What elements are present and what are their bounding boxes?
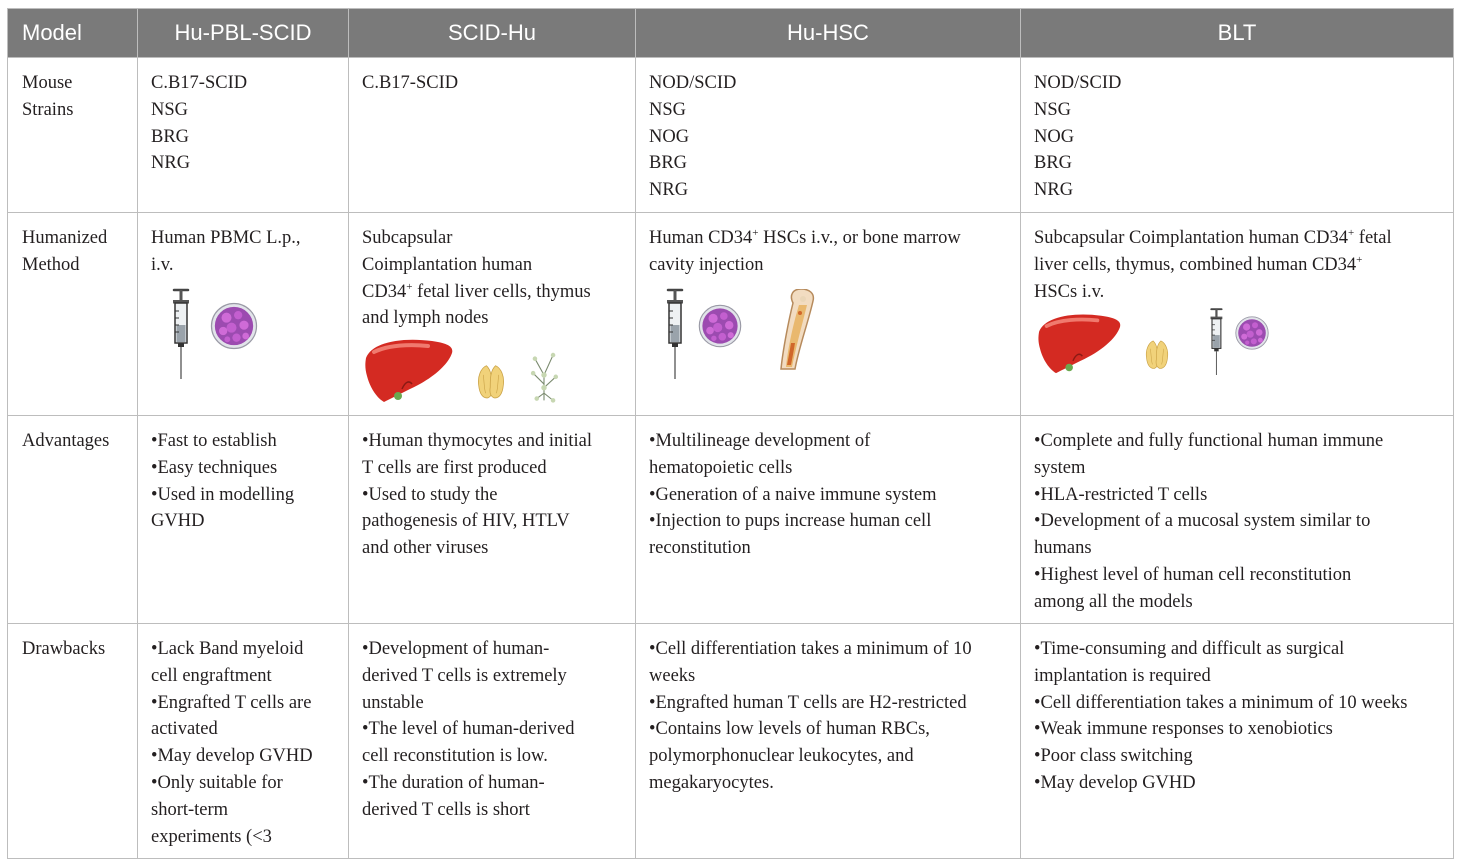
row-drawbacks bbox=[8, 624, 1454, 859]
advantages-scid-hu: •Human thymocytes and initial T cells are first produced •Used to study the pathogenesis of HIV, HTLV and other viruses bbox=[349, 416, 636, 624]
liver-icon bbox=[1034, 311, 1126, 375]
strains-hu-hsc: NOD/SCID NSG NOG BRG NRG bbox=[636, 58, 1021, 213]
comparison-table bbox=[7, 8, 1454, 859]
drawbacks-scid-hu: •Development of human- derived T cells is extremely unstable •The level of human-derived cell reconstitution is low. •The duration of human- derived T cells is short bbox=[349, 624, 636, 859]
row-label-mouse-strains: Mouse Strains bbox=[8, 58, 138, 213]
advantages-hu-hsc: •Multilineage development of hematopoietic cells •Generation of a naive immune system •Injection to pups increase human cell reconstitution bbox=[636, 416, 1021, 624]
thymus-icon bbox=[1140, 333, 1174, 375]
method-illustration bbox=[1034, 307, 1447, 375]
header-blt: BLT bbox=[1021, 9, 1454, 58]
header-model: Model bbox=[8, 9, 138, 58]
row-label-advantages: Advantages bbox=[8, 416, 138, 624]
header-hu-pbl-scid: Hu-PBL-SCID bbox=[138, 9, 349, 58]
method-illustration bbox=[155, 287, 342, 379]
syringe-icon bbox=[1196, 307, 1228, 375]
advantages-hu-pbl-scid: •Fast to establish •Easy techniques •Used in modelling GVHD bbox=[138, 416, 349, 624]
syringe-icon bbox=[155, 287, 195, 379]
drawbacks-blt: •Time-consuming and difficult as surgical implantation is required •Cell differentiation takes a minimum of 10 weeks •Weak immune responses to xenobiotics •Poor class switching •May develop GVHD bbox=[1021, 624, 1454, 859]
header-hu-hsc: Hu-HSC bbox=[636, 9, 1021, 58]
method-scid-hu: Subcapsular Coimplantation human CD34+ fetal liver cells, thymus and lymph nodes bbox=[349, 213, 636, 416]
row-advantages bbox=[8, 416, 1454, 624]
blood-cell-icon bbox=[697, 303, 743, 349]
method-hu-pbl-scid: Human PBMC L.p., i.v. bbox=[138, 213, 349, 416]
header-row bbox=[8, 9, 1454, 58]
method-illustration bbox=[649, 287, 1014, 379]
syringe-icon bbox=[649, 287, 689, 379]
row-mouse-strains bbox=[8, 58, 1454, 213]
lymph-node-icon bbox=[525, 346, 563, 404]
strains-blt: NOD/SCID NSG NOG BRG NRG bbox=[1021, 58, 1454, 213]
drawbacks-hu-pbl-scid: •Lack Band myeloid cell engraftment •Engrafted T cells are activated •May develop GVHD •Only suitable for short-term experiments (<3 bbox=[138, 624, 349, 859]
drawbacks-hu-hsc: •Cell differentiation takes a minimum of 10 weeks •Engrafted human T cells are H2-restricted •Contains low levels of human RBCs, polymorphonuclear leukocytes, and megakaryocytes. bbox=[636, 624, 1021, 859]
row-label-humanized-method: Humanized Method bbox=[8, 213, 138, 416]
method-blt: Subcapsular Coimplantation human CD34+ fetal liver cells, thymus, combined human CD34+ HSCs i.v. bbox=[1021, 213, 1454, 416]
thymus-icon bbox=[471, 358, 511, 404]
row-humanized-method bbox=[8, 213, 1454, 416]
header-scid-hu: SCID-Hu bbox=[349, 9, 636, 58]
method-illustration bbox=[362, 336, 629, 404]
blood-cell-icon bbox=[1234, 315, 1270, 351]
advantages-blt: •Complete and fully functional human immune system •HLA-restricted T cells •Development of a mucosal system similar to humans •Highest level of human cell reconstitution among all the models bbox=[1021, 416, 1454, 624]
strains-hu-pbl-scid: C.B17-SCID NSG BRG NRG bbox=[138, 58, 349, 213]
strains-scid-hu: C.B17-SCID bbox=[349, 58, 636, 213]
blood-cell-icon bbox=[209, 301, 259, 351]
bone-marrow-icon bbox=[763, 289, 823, 371]
row-label-drawbacks: Drawbacks bbox=[8, 624, 138, 859]
liver-icon bbox=[362, 336, 457, 404]
method-hu-hsc: Human CD34+ HSCs i.v., or bone marrow cavity injection bbox=[636, 213, 1021, 416]
